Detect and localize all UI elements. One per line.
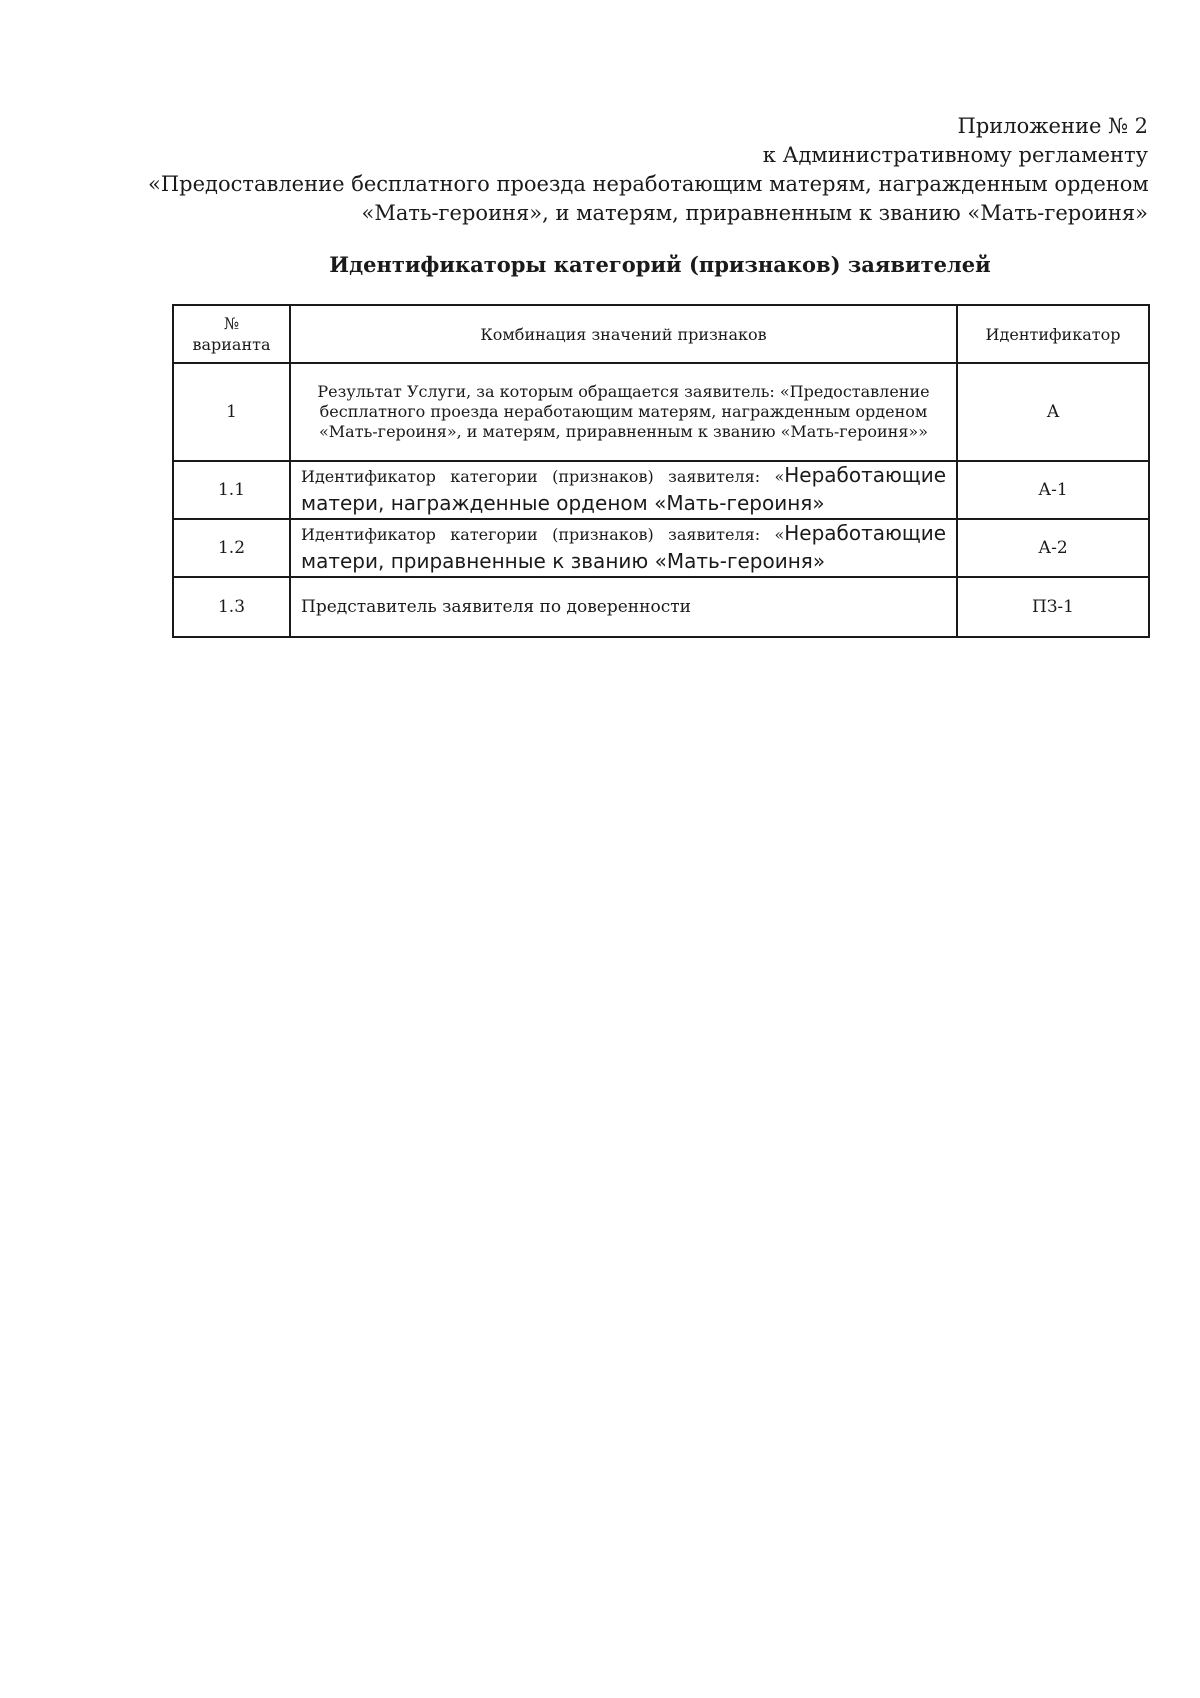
- column-header-identifier: Идентификатор: [957, 305, 1149, 363]
- column-header-variant: № варианта: [173, 305, 290, 363]
- table-header-row: [173, 305, 1149, 363]
- combination-category: Неработающие матери, награжденные орденом «Мать-героиня»: [301, 463, 946, 515]
- appendix-service-line-2: «Мать-героиня», и матерям, приравненным к званию «Мать-героиня»: [361, 201, 1148, 225]
- table-row: [173, 363, 1149, 461]
- identifier-code: А-1: [957, 461, 1149, 519]
- identifier-code: ПЗ-1: [957, 577, 1149, 637]
- table-row: [173, 577, 1149, 637]
- combination-text: [290, 461, 957, 519]
- appendix-header: [148, 112, 1148, 228]
- table-row: [173, 461, 1149, 519]
- variant-number: 1.3: [173, 577, 290, 637]
- column-header-combination: Комбинация значений признаков: [290, 305, 957, 363]
- appendix-regulation-ref: к Административному регламенту: [762, 143, 1148, 167]
- table-row: [173, 519, 1149, 577]
- identifiers-table: [172, 304, 1150, 638]
- combination-text: [290, 519, 957, 577]
- variant-number: 1.2: [173, 519, 290, 577]
- appendix-number: Приложение № 2: [957, 114, 1148, 138]
- combination-text: Результат Услуги, за которым обращается заявитель: «Предоставление бесплатного проезда неработающим матерям, награжденным орденом «Мать-героиня», и матерям, приравненным к званию «Мать-героиня»»: [290, 363, 957, 461]
- variant-number: 1: [173, 363, 290, 461]
- document-title: Идентификаторы категорий (признаков) заявителей: [329, 252, 991, 277]
- variant-number: 1.1: [173, 461, 290, 519]
- identifier-code: А-2: [957, 519, 1149, 577]
- combination-category: Неработающие матери, приравненные к званию «Мать-героиня»: [301, 521, 946, 573]
- identifier-code: А: [957, 363, 1149, 461]
- combination-text: Представитель заявителя по доверенности: [290, 577, 957, 637]
- combination-prefix: Идентификатор категории (признаков) заявителя: «: [301, 467, 785, 486]
- combination-prefix: Идентификатор категории (признаков) заявителя: «: [301, 525, 785, 544]
- appendix-service-line-1: «Предоставление бесплатного проезда неработающим матерям, награжденным орденом: [148, 172, 1149, 196]
